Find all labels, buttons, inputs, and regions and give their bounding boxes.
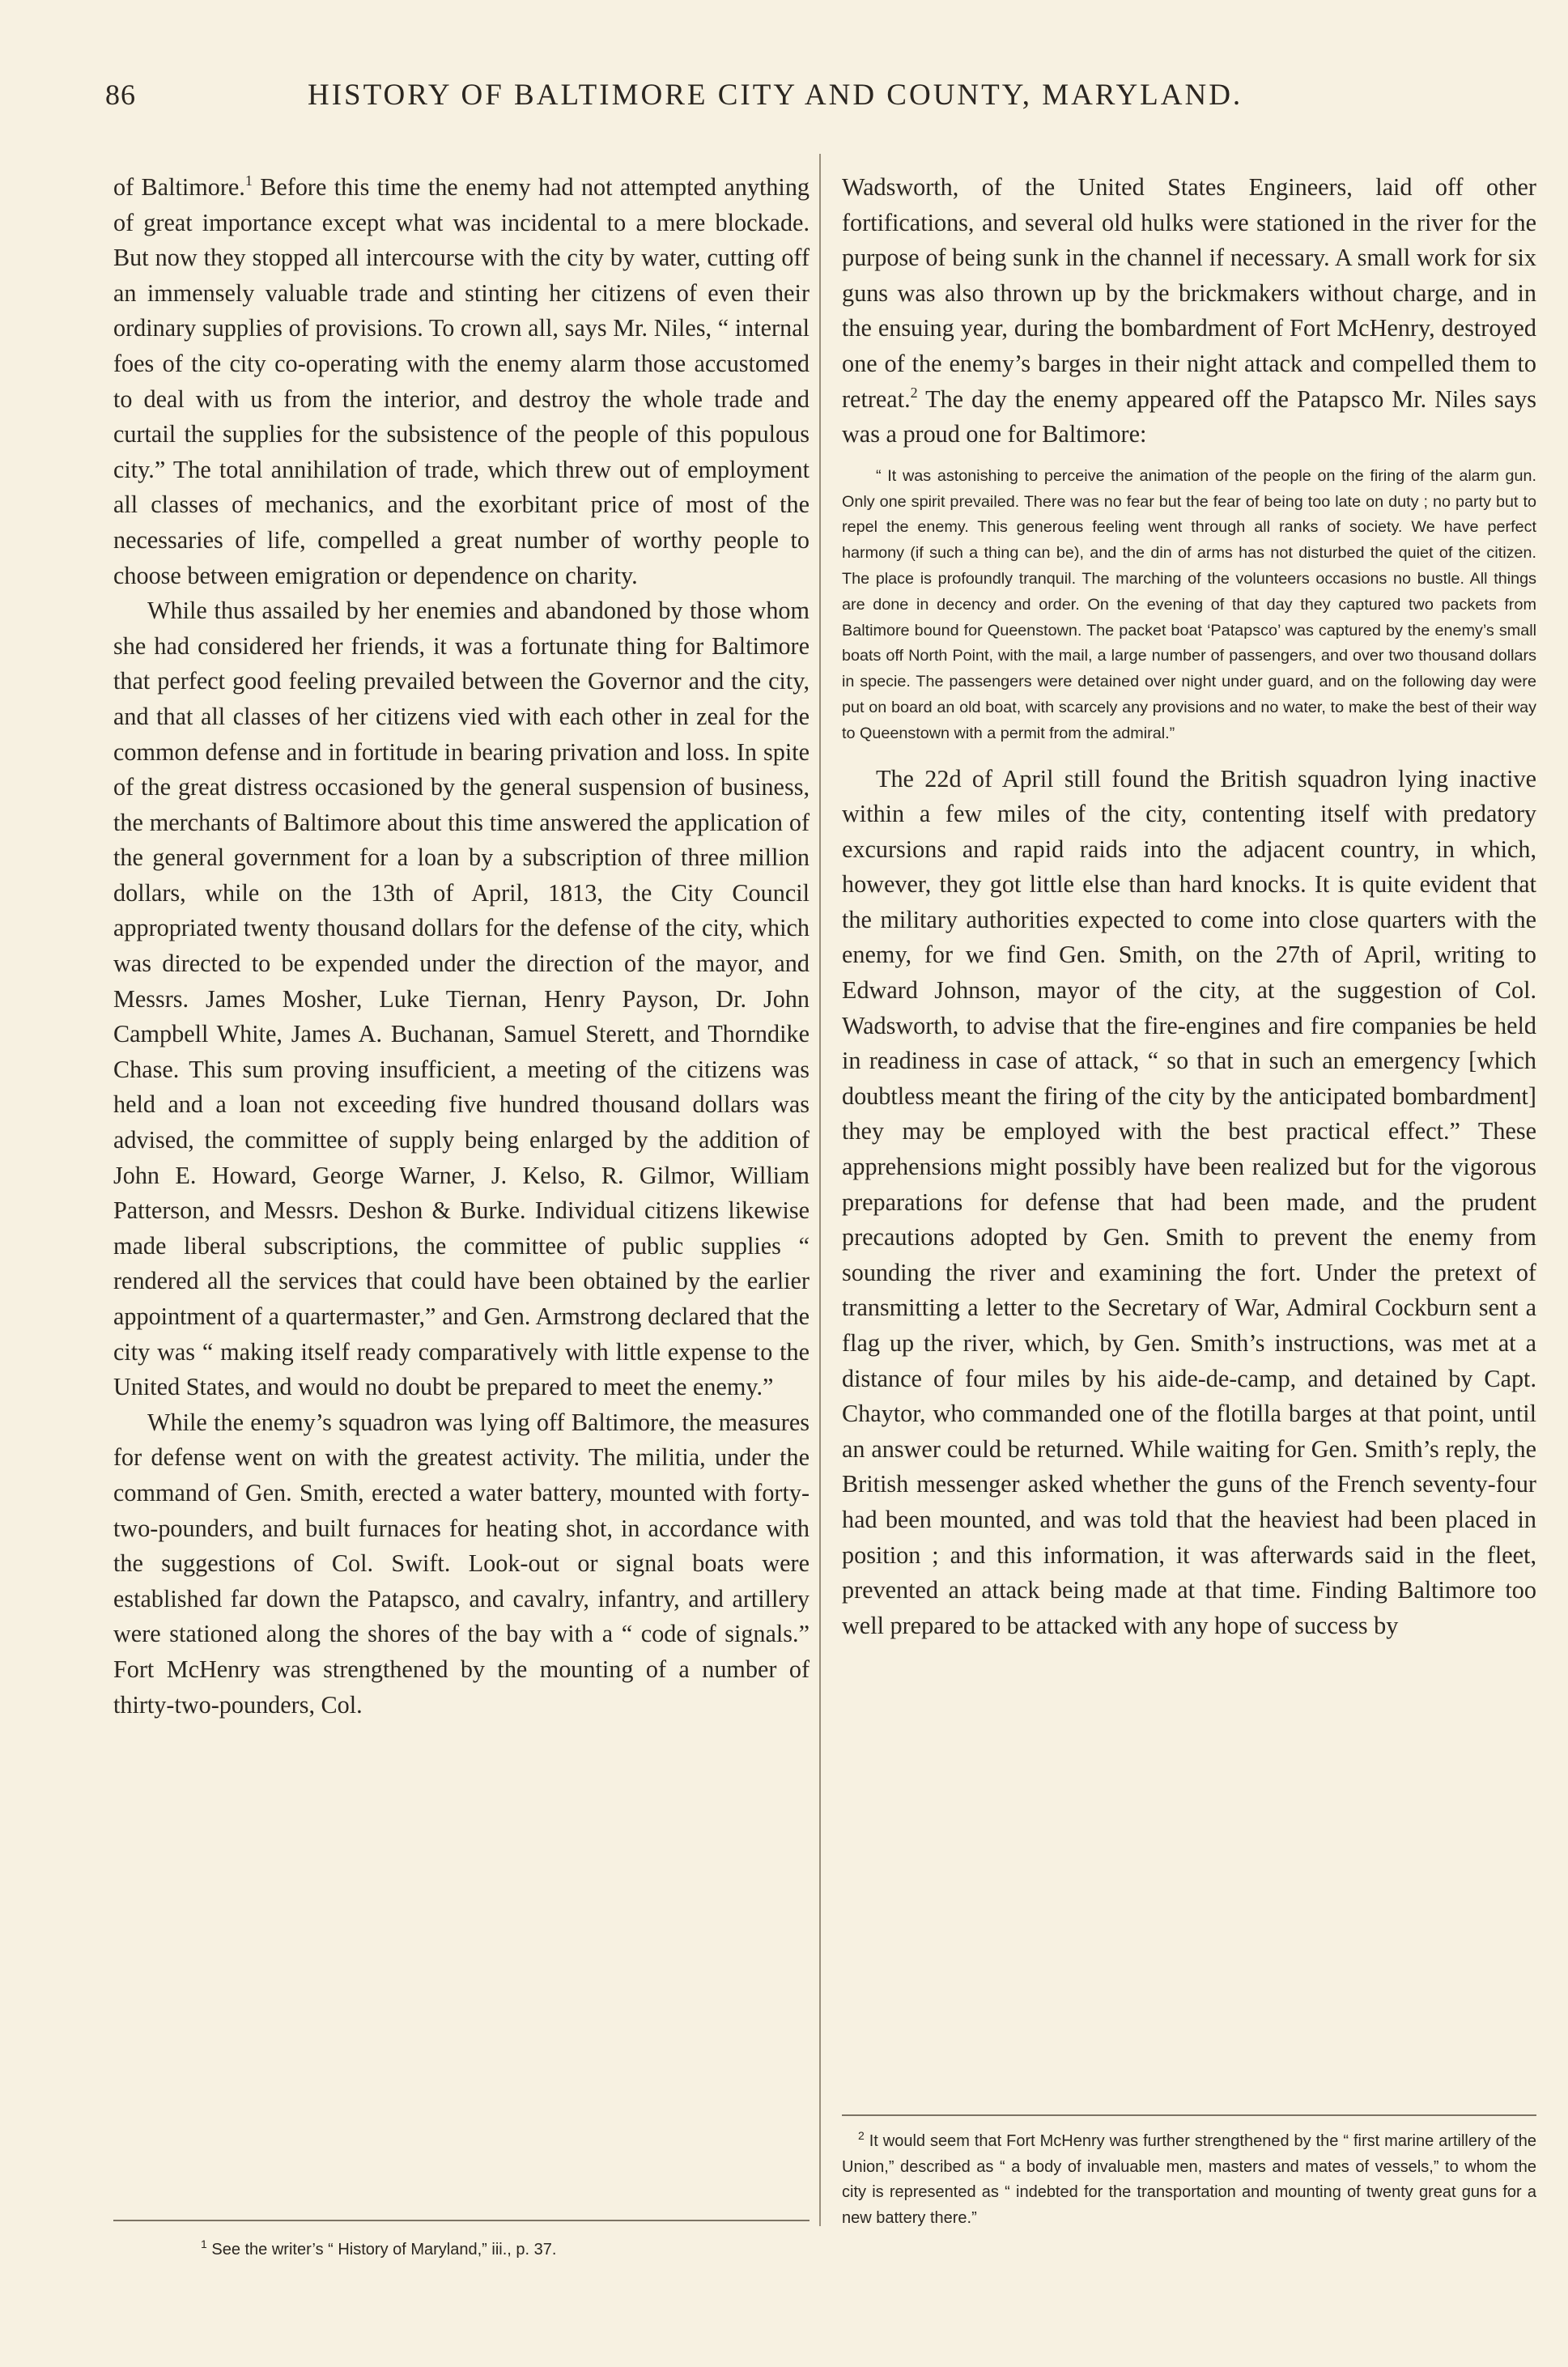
paragraph: The 22d of April still found the British squadron lying inactive within a few miles of the city, contenting itself with predatory excursions and rapid raids into the adjacent country, in which, however, they got little else than hard knocks. It is quite evident that the military authorities expected to come into close quarters with the enemy, for we find Gen. Smith, on the 27th of April, writing to Edward Johnson, mayor of the city, at the suggestion of Col. Wadsworth, to advise that the fire-engines and fire companies be held in readiness in case of attack, “ so that in such an emergency [which doubtless meant the firing of the city by the anticipated bombardment] they may be employed with the best practical effect.” These apprehensions might possibly have been realized but for the vigorous preparations for defense that had been made, and the prudent precautions adopted by Gen. Smith to prevent the enemy from sounding the river and examining the fort. Under the pretext of transmitting a letter to the Secretary of War, Admiral Cockburn sent a flag up the river, which, by Gen. Smith’s instructions, was met at a distance of four miles by his aide-de-camp, and detained by Capt. Chaytor, who commanded one of the flotilla barges at that point, until an answer could be returned. While waiting for Gen. Smith’s reply, the British messenger asked whether the guns of the French seventy-four had been mounted, and was told that the heaviest had been placed in position ; and this information, it was afterwards said in the fleet, prevented an attack being made at that time. Finding Baltimore too well prepared to be attacked with any hope of success by <box>842 764 1536 1639</box>
footnote-mark-2[interactable]: 2 <box>910 384 918 401</box>
paragraph: Wadsworth, of the United States Engineers, laid off other fortifications, and several old hulks were stationed in the river for the purpose of being sunk in the channel if necessary. A small work for six guns was also thrown up by the brickmakers without charge, and in the ensuing year, during the bombardment of Fort McHenry, destroyed one of the enemy’s barges in their night attack and compelled them to retreat.$^2$ The day the enemy appeared off the Patapsco Mr. Niles says was a proud one for Baltimore: <box>842 173 1536 448</box>
footnote-2: $^2$ It would seem that Fort McHenry was further strengthened by the “ first marine artillery of the Union,” described as “ a body of invaluable men, masters and mates of vessels,” to whom the city is represented as “ indebted for the transportation and mounting of twenty great guns for a new battery there.” <box>842 2129 1536 2227</box>
running-title: HISTORY OF BALTIMORE CITY AND COUNTY, MARYLAND. <box>308 79 1243 112</box>
footnote-rule <box>113 2220 809 2221</box>
paragraph: While thus assailed by her enemies and abandoned by those whom she had considered her friends, it was a fortunate thing for Baltimore that perfect good feeling prevailed between the Governor and the city, and that all classes of her citizens vied with each other in zeal for the common defense and in fortitude in bearing privation and loss. In spite of the great distress occasioned by the general suspension of business, the merchants of Baltimore about this time answered the application of the general government for a loan by a subscription of three million dollars, while on the 13th of April, 1813, the City Council appropriated twenty thousand dollars for the defense of the city, which was directed to be expended under the direction of the mayor, and Messrs. James Mosher, Luke Tiernan, Henry Payson, Dr. John Campbell White, James A. Buchanan, Samuel Sterett, and Thorndike Chase. This sum proving insufficient, a meeting of the citizens was held and a loan not exceeding five hundred thousand dollars was advised, the committee of supply being enlarged by the addition of John E. Howard, George Warner, J. Kelso, R. Gilmor, William Patterson, and Messrs. Deshon & Burke. Individual citizens likewise made liberal subscriptions, the committee of public supplies “ rendered all the services that could have been obtained by the earlier appointment of a quartermaster,” and Gen. Armstrong declared that the city was “ making itself ready comparatively with little expense to the United States, and would no doubt be prepared to meet the enemy.” <box>113 597 809 1401</box>
paragraph: While the enemy’s squadron was lying off Baltimore, the measures for defense went on with the greatest activity. The militia, under the command of Gen. Smith, erected a water battery, mounted with forty-two-pounders, and built furnaces for heating shot, in accordance with the suggestions of Col. Swift. Look-out or signal boats were established far down the Patapsco, and cavalry, infantry, and artillery were stationed along the shores of the bay with a “ code of signals.” Fort McHenry was strengthened by the mounting of a number of thirty-two-pounders, Col. <box>113 1408 809 1719</box>
block-quote: “ It was astonishing to perceive the animation of the people on the firing of the alarm gun. Only one spirit prevailed. There was no fear but the fear of being too late on duty ; no party but to repel the enemy. This generous feeling went through all ranks of society. We have perfect harmony (if such a thing can be), and the din of arms has not disturbed the quiet of the citizen. The place is profoundly tranquil. The marching of the volunteers occasions no bustle. All things are done in decency and order. On the evening of that day they captured two packets from Baltimore bound for Queenstown. The packet boat ‘Patapsco’ was captured by the enemy’s small boats off North Point, with the mail, a large number of passengers, and over two thousand dollars in specie. The passengers were detained over night under guard, and on the following day were put on board an old boat, with scarcely any provisions and no water, to make the best of their way to Queenstown with a permit from the admiral.” <box>842 466 1536 742</box>
column-divider <box>819 154 821 2226</box>
right-column <box>842 170 1536 1643</box>
footnote-1: $^1$ See the writer’s “ History of Maryland,” iii., p. 37. <box>201 2237 557 2259</box>
running-header <box>105 78 1336 126</box>
left-column <box>113 170 809 1723</box>
footnote-mark-1[interactable]: 1 <box>244 172 253 189</box>
paragraph: of Baltimore.$^1$ Before this time the enemy had not attempted anything of great importance except what was incidental to a mere blockade. But now they stopped all intercourse with the city by water, cutting off an immensely valuable trade and stinting her citizens of even their ordinary supplies of provisions. To crown all, says Mr. Niles, “ internal foes of the city co-operating with the enemy alarm those accustomed to deal with us from the interior, and destroy the whole trade and curtail the supplies for the subsistence of the people of this populous city.” The total annihilation of trade, which threw out of employment all classes of mechanics, and the exorbitant price of most of the necessaries of life, compelled a great number of worthy people to choose between emigration or dependence on charity. <box>113 172 810 589</box>
footnote-rule <box>842 2114 1536 2116</box>
page-number: 86 <box>105 79 136 111</box>
